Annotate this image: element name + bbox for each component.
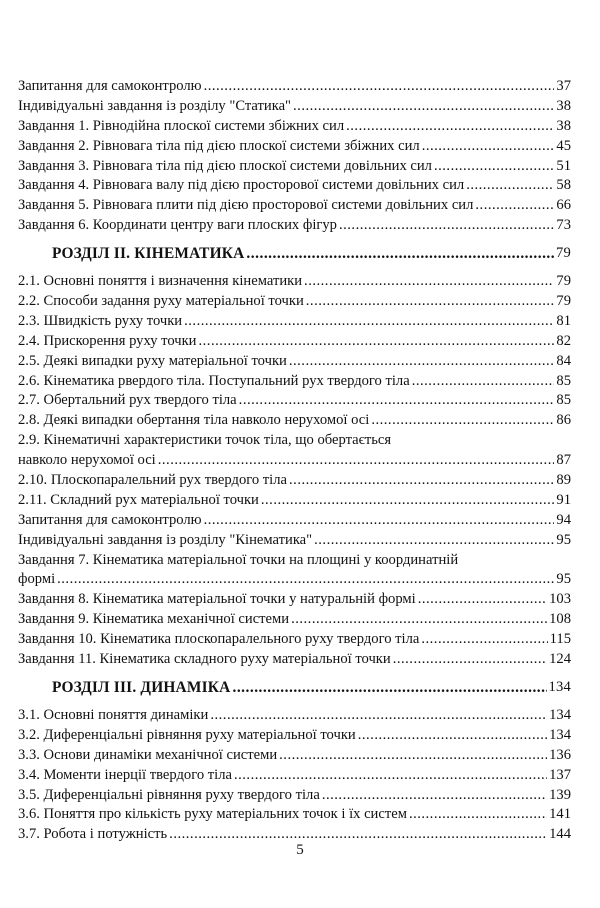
toc-entry-title: 2.5. Деякі випадки руху матеріальної точки (18, 352, 287, 369)
toc-leader-dots (239, 391, 555, 411)
toc-entry-title: Завдання 2. Рівновага тіла під дією плоскої системи збіжних сил (18, 137, 420, 154)
toc-entry (18, 786, 571, 806)
toc-entry-page: 139 (549, 786, 571, 803)
toc-entry (18, 630, 571, 650)
toc-entry (18, 176, 571, 196)
toc-entry (18, 157, 571, 177)
toc-entry (18, 372, 571, 392)
toc-entry-title: 2.7. Обертальний рух твердого тіла (18, 392, 237, 409)
toc-entry-title: 2.4. Прискорення руху точки (18, 332, 197, 349)
toc-leader-dots (306, 292, 555, 312)
toc-leader-dots (210, 706, 547, 726)
toc-entry (18, 352, 571, 372)
toc-leader-dots (466, 176, 554, 196)
toc-entry-title: Завдання 9. Кінематика механічної системи (18, 611, 290, 628)
toc-leader-dots (418, 590, 547, 610)
toc-entry-page: 134 (549, 726, 571, 743)
toc-entry (18, 766, 571, 786)
toc-leader-dots (204, 511, 555, 531)
toc-entry-title: Запитання для самоконтролю (18, 78, 202, 94)
toc-entry-page: 144 (549, 826, 571, 843)
toc-entry-page: 136 (549, 746, 571, 763)
toc-entry (18, 726, 571, 746)
toc-leader-dots (358, 726, 547, 746)
toc-entry (18, 610, 571, 630)
toc-entry-title: 3.6. Поняття про кількість руху матеріальних точок і їх систем (18, 806, 407, 823)
toc-entry-title: Завдання 1. Рівнодійна плоскої системи збіжних сил (18, 117, 345, 134)
toc-entry (18, 491, 571, 511)
toc-entry-page: 38 (556, 117, 571, 134)
toc-entry (18, 746, 571, 766)
toc-entry-title: формі (18, 571, 56, 588)
toc-leader-dots (246, 244, 554, 264)
toc-entry-page: 137 (549, 766, 571, 783)
toc-leader-dots (232, 678, 546, 698)
toc-section-heading (18, 236, 571, 272)
toc-entry-first-line: 2.9. Кінематичні характеристики точок тіла, що обертається (18, 432, 392, 449)
toc-leader-dots (204, 77, 555, 97)
toc-entry-page: 95 (556, 531, 571, 548)
toc-entry-title: 2.8. Деякі випадки обертання тіла навколо нерухомої осі (18, 412, 370, 429)
toc-entry-title: Індивідуальні завдання із розділу "Статика" (18, 97, 292, 114)
toc-entry-title: Завдання 5. Рівновага плити під дією просторової системи довільних сил (18, 197, 474, 214)
toc-entry-page: 108 (549, 611, 571, 628)
toc-leader-dots (261, 491, 555, 511)
toc-entry-first-line: Завдання 7. Кінематика матеріальної точки на площині у координатній (18, 551, 459, 568)
toc-entry (18, 391, 571, 411)
toc-entry-page: 82 (556, 332, 571, 349)
page-number: 5 (296, 842, 304, 858)
toc-entry-title: 2.11. Складний рух матеріальної точки (18, 491, 259, 508)
toc-leader-dots (199, 332, 555, 352)
toc-entry-title: навколо нерухомої осі (18, 452, 156, 469)
toc-entry-page: 84 (556, 352, 571, 369)
toc-entry-page: 94 (556, 511, 571, 528)
toc-entry-title: Завдання 11. Кінематика складного руху матеріальної точки (18, 651, 391, 668)
toc-leader-dots (314, 531, 554, 551)
toc-entry-page: 134 (548, 678, 571, 695)
toc-entry-title: Індивідуальні завдання із розділу "Кінематика" (18, 531, 313, 548)
toc-entry (18, 137, 571, 157)
toc-entry-title: 2.6. Кінематика рвердого тіла. Поступальний рух твердого тіла (18, 372, 410, 389)
toc-entry-page: 95 (556, 571, 571, 588)
toc-entry-title: 3.2. Диференціальні рівняння руху матеріальної точки (18, 726, 356, 743)
toc-entry-title: 3.1. Основні поняття динаміки (18, 706, 209, 723)
toc-entry-page: 103 (549, 591, 571, 608)
toc-entry-title: 2.3. Швидкість руху точки (18, 312, 183, 329)
toc-leader-dots (475, 196, 554, 216)
toc-entry-page: 89 (556, 472, 571, 489)
toc-entry (18, 312, 571, 332)
toc-entry (18, 805, 571, 825)
toc-entry (18, 272, 571, 292)
section-title: РОЗДІЛ ІІ. КІНЕМАТИКА (52, 245, 245, 263)
toc-entry-page: 81 (556, 312, 571, 329)
toc-entry (18, 590, 571, 610)
toc-entry-title: 3.7. Робота і потужність (18, 826, 168, 843)
toc-entry-title: 2.2. Способи задання руху матеріальної точки (18, 293, 304, 310)
toc-entry-page: 73 (556, 217, 571, 234)
toc-leader-dots (339, 216, 554, 236)
toc-leader-dots (289, 471, 554, 491)
toc-entry-title: 3.3. Основи динаміки механічної системи (18, 746, 278, 763)
toc-leader-dots (346, 117, 554, 137)
toc-entry-page: 86 (556, 412, 571, 429)
toc-entry-page: 91 (556, 491, 571, 508)
toc-entry (18, 706, 571, 726)
toc-entry-page: 79 (556, 293, 571, 310)
toc-entry-page: 79 (556, 273, 571, 290)
toc-entry-title: Завдання 4. Рівновага валу під дією просторової системи довільних сил (18, 177, 465, 194)
toc-entry-title: Завдання 10. Кінематика плоскопаралельного руху твердого тіла (18, 631, 420, 648)
toc-entry-page: 37 (556, 78, 571, 94)
toc-entry (18, 332, 571, 352)
toc-entry (18, 77, 571, 97)
toc-entry-page: 85 (556, 392, 571, 409)
toc-entry (18, 471, 571, 491)
toc-entry-title: Запитання для самоконтролю (18, 511, 202, 528)
toc-leader-dots (421, 630, 547, 650)
toc-entry-page: 51 (556, 157, 571, 174)
toc-leader-dots (412, 372, 555, 392)
toc-entry-page: 115 (549, 631, 571, 648)
toc-entry (18, 511, 571, 531)
toc-leader-dots (422, 137, 555, 157)
toc-entry (18, 117, 571, 137)
toc-entry-title: Завдання 3. Рівновага тіла під дією плоскої системи довільних сил (18, 157, 432, 174)
toc-leader-dots (434, 157, 554, 177)
toc-leader-dots (409, 805, 547, 825)
toc-entry (18, 570, 571, 590)
toc-entry-title: 3.5. Диференціальні рівняння руху твердого тіла (18, 786, 320, 803)
toc-entry (18, 451, 571, 471)
toc-leader-dots (293, 97, 554, 117)
toc-leader-dots (158, 451, 555, 471)
toc-entry-page: 134 (549, 706, 571, 723)
toc-entry-page: 79 (556, 245, 571, 262)
toc-entry-title: 2.1. Основні поняття і визначення кінематики (18, 273, 303, 290)
toc-entry (18, 216, 571, 236)
toc-leader-dots (289, 352, 555, 372)
toc-leader-dots (234, 766, 547, 786)
toc-leader-dots (184, 312, 554, 332)
toc-entry (18, 531, 571, 551)
toc-leader-dots (304, 272, 554, 292)
toc-entry-page: 124 (549, 651, 571, 668)
toc-entry-page: 45 (556, 137, 571, 154)
toc-entry-page: 38 (556, 97, 571, 114)
toc-entry-page: 87 (556, 452, 571, 469)
toc-entry-page: 66 (556, 197, 571, 214)
toc-entry-page: 85 (556, 372, 571, 389)
toc-entry (18, 292, 571, 312)
toc-section-heading (18, 670, 571, 706)
toc-leader-dots (279, 746, 547, 766)
toc-leader-dots (57, 570, 554, 590)
toc-entry (18, 411, 571, 431)
toc-leader-dots (291, 610, 547, 630)
toc-leader-dots (393, 650, 547, 670)
toc-leader-dots (371, 411, 554, 431)
toc-entry (18, 196, 571, 216)
toc-entry-title: 2.10. Плоскопаралельний рух твердого тіла (18, 472, 288, 489)
section-title: РОЗДІЛ ІІІ. ДИНАМІКА (52, 678, 231, 696)
toc-entry (18, 97, 571, 117)
toc-leader-dots (322, 786, 547, 806)
toc-entry-page: 141 (549, 806, 571, 823)
toc-entry (18, 650, 571, 670)
toc-entry-title: Завдання 8. Кінематика матеріальної точки у натуральній формі (18, 591, 416, 608)
toc-entry-title: Завдання 6. Координати центру ваги плоских фігур (18, 217, 337, 234)
toc-entry-page: 58 (556, 177, 571, 194)
toc-entry-title: 3.4. Моменти інерції твердого тіла (18, 766, 232, 783)
table-of-contents (18, 77, 571, 845)
